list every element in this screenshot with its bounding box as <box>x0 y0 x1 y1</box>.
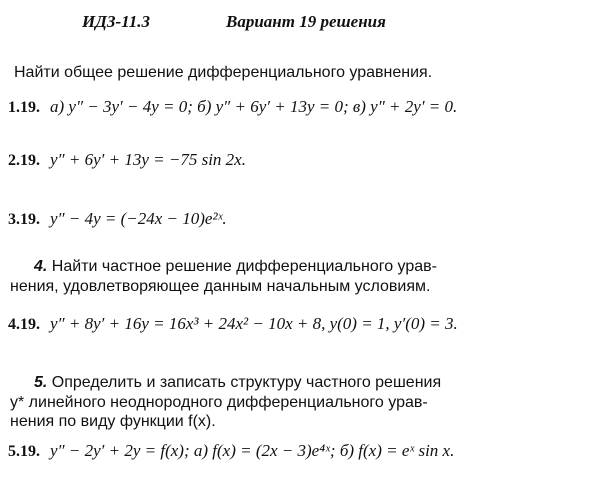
section-4-line-1: Найти частное решение дифференциального урав- <box>51 258 437 275</box>
section-5-line-2: y* линейного неоднородного дифференциального урав- <box>10 394 428 411</box>
task-3-body: y″ − 4y = (−24x − 10)e²ˣ. <box>50 209 227 228</box>
task-2 <box>8 150 246 170</box>
task-5 <box>8 441 454 461</box>
task-4-body: y″ + 8y′ + 16y = 16x³ + 24x² − 10x + 8, y(0) = 1, y′(0) = 3. <box>50 314 458 333</box>
task-2-number: 2.19. <box>8 152 40 169</box>
section-4-line-2: нения, удовлетворяющее данным начальным условиям. <box>10 278 431 295</box>
task-3 <box>8 209 227 229</box>
intro-instruction: Найти общее решение дифференциального уравнения. <box>14 64 433 81</box>
section-5-line-1: Определить и записать структуру частного решения <box>51 374 442 391</box>
task-5-body: y″ − 2y′ + 2y = f(x); а) f(x) = (2x − 3)e⁴ˣ; б) f(x) = eˣ sin x. <box>50 441 455 460</box>
task-4-number: 4.19. <box>8 316 40 333</box>
task-5-number: 5.19. <box>8 443 40 460</box>
section-5-index: 5. <box>34 374 48 391</box>
task-3-number: 3.19. <box>8 211 40 228</box>
doc-code: ИДЗ-11.3 <box>82 12 150 31</box>
task-1-number: 1.19. <box>8 99 40 116</box>
section-5-line-3: нения по виду функции f(x). <box>10 413 216 430</box>
task-1-body: а) y″ − 3y′ − 4y = 0; б) y″ + 6y′ + 13y = 0; в) y″ + 2y′ = 0. <box>50 97 458 116</box>
variant-title: Вариант 19 решения <box>226 12 386 31</box>
task-4 <box>8 314 458 334</box>
task-1 <box>8 97 457 117</box>
task-2-body: y″ + 6y′ + 13y = −75 sin 2x. <box>50 150 246 169</box>
section-4-index: 4. <box>34 258 48 275</box>
